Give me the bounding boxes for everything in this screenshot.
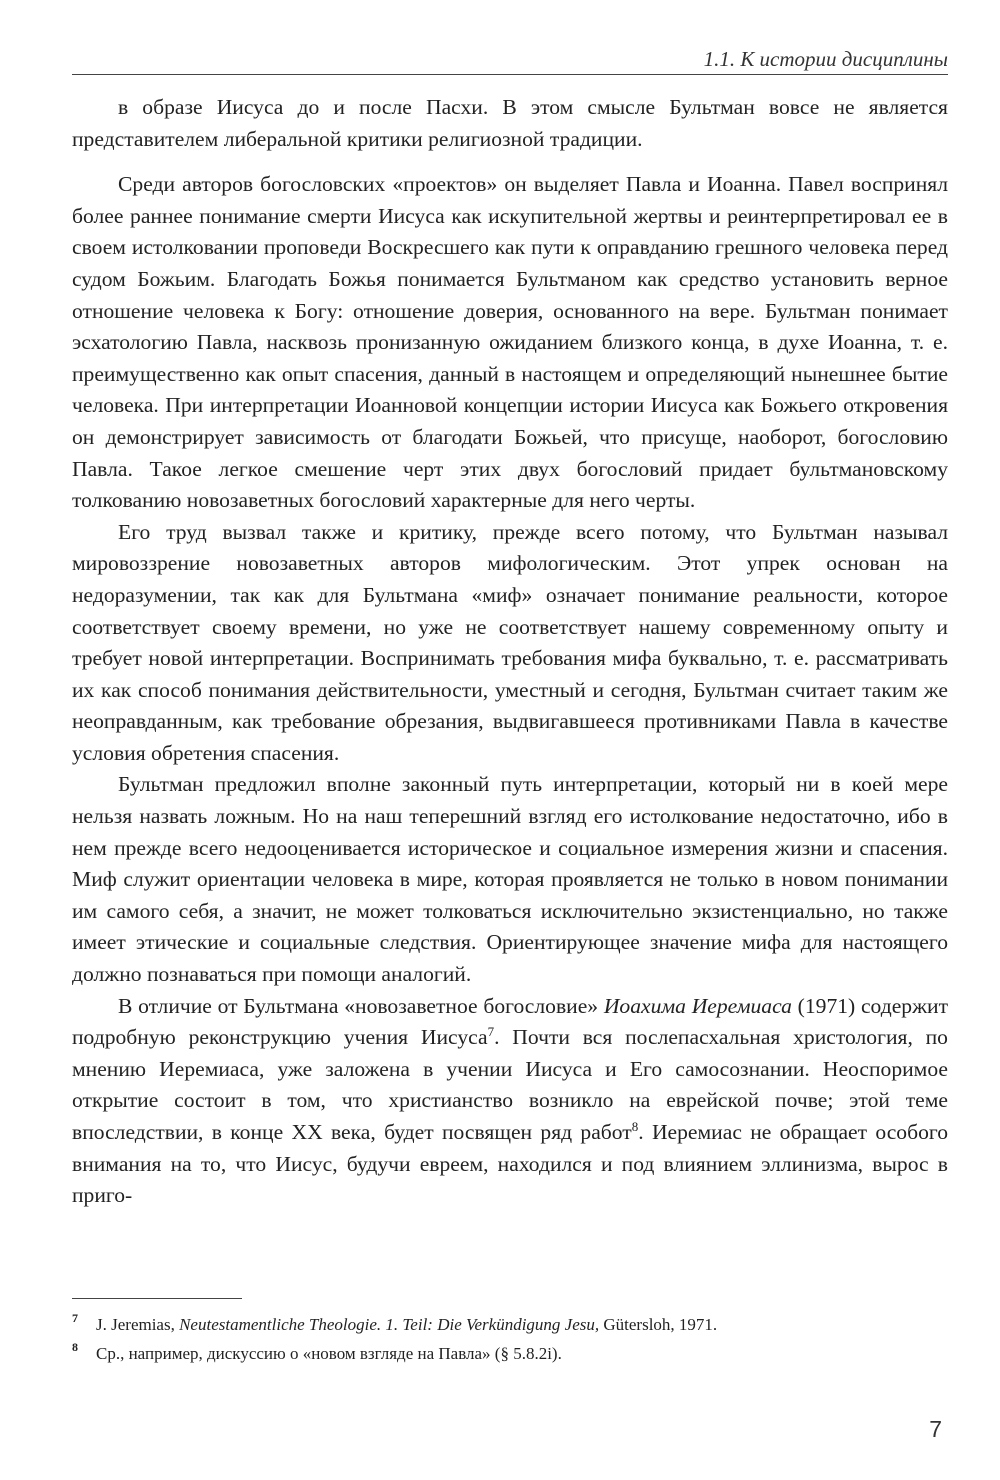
footnote-ref-8[interactable]: 8 [631, 1118, 639, 1134]
footnote-divider [72, 1298, 242, 1299]
paragraph-5 [72, 991, 948, 1212]
running-title: 1.1. К истории дисциплины [703, 47, 948, 71]
main-text [72, 92, 948, 1212]
footnote-text [96, 1310, 948, 1339]
paragraph-4: Бультман предложил вполне законный путь интерпретации, который ни в коей мере нельзя назвать ложным. Но на наш теперешний взгляд его истолкование недостаточно, ибо в нем прежде всего недооценивается историческое и социальное измерения жизни и спасения. Миф служит ориентации человека в мире, которая проявляется не только в новом понимании им самого себя, а значит, не может толковаться исключительно экзистенциально, но также имеет этические и социальные следствия. Ориентирующее значение мифа для настоящего должно познаваться при помощи аналогий. [72, 772, 948, 987]
author-name-jeremias: Иоахима Иеремиаса [603, 993, 792, 1018]
running-header [72, 44, 948, 75]
footnote-number: 8 [72, 1340, 78, 1354]
footnote-ref-7[interactable]: 7 [487, 1024, 495, 1040]
paragraph-2: Среди авторов богословских «проектов» он выделяет Павла и Иоанна. Павел воспринял более раннее понимание смерти Иисуса как искупительной жертвы и реинтерпретировал ее в своем истолковании проповеди Воскресшего как пути к оправданию грешного человека перед судом Божьим. Благодать Божья понимается Бультманом как средство установить верное отношение человека к Богу: отношение доверия, основанного на вере. Бультман понимает эсхатологию Павла, насквозь пронизанную ожиданием близкого конца, в духе Иоанна, т. е. преимущественно как опыт спасения, данный в настоящем и определяющий нынешнее бытие человека. При интерпретации Иоанновой концепции истории Иисуса как Божьего откровения он демонстрирует зависимость от благодати Божьей, что присуще, наоборот, богословию Павла. Такое легкое смешение черт этих двух богословий придает бультмановскому толкованию новозаветных богословий характерные для него черты. [72, 172, 948, 513]
paragraph-5-part-1: В отличие от Бультмана «новозаветное богословие» [118, 993, 604, 1018]
paragraph-5-part-4: . Иеремиас не обращает особого внимания на то, что Иисус, будучи евреем, находился и под влиянием эллинизма, вырос в приго- [72, 1120, 948, 1208]
paragraph-5-part-3: . Почти вся послепасхальная христология, по мнению Иеремиаса, уже заложена в учении Иисуса и Его самосознании. Неоспоримое открытие состоит в том, что христианство возникло на еврейской почве; этой теме впоследствии, в конце XX века, будет посвящен ряд работ [72, 1025, 948, 1144]
footnote-number: 7 [72, 1311, 78, 1325]
footnotes [72, 1310, 948, 1368]
footnote-text: Ср., например, дискуссию о «новом взгляде на Павла» (§ 5.8.2i). [96, 1344, 562, 1363]
paragraph-5-part-2: (1971) содержит подробную реконструкцию учения Иисуса [72, 993, 949, 1050]
page-number: 7 [929, 1416, 942, 1442]
footnote-7-tail: Gütersloh, 1971. [599, 1315, 718, 1334]
paragraph-3: Его труд вызвал также и критику, прежде всего потому, что Бультман называл мировоззрение новозаветных авторов мифологическим. Этот упрек основан на недоразумении, так как для Бультмана «миф» означает понимание реальности, которое соответствует своему времени, но уже не соответствует нашему современному опыту и требует новой интерпретации. Воспринимать требования мифа буквально, т. е. рассматривать их как способ понимания действительности, уместный и сегодня, Бультман считает таким же неоправданным, как требование обрезания, выдвигавшееся противниками Павла в качестве условия обретения спасения. [72, 519, 948, 765]
footnote-7-lead: J. Jeremias, [96, 1315, 180, 1334]
paragraph-1: в образе Иисуса до и после Пасхи. В этом смысле Бультман вовсе не является представителем либеральной критики религиозной традиции. [72, 95, 948, 151]
footnote-7 [72, 1310, 948, 1339]
footnote-7-title: Neutestamentliche Theologie. 1. Teil: Die Verkündigung Jesu, [179, 1315, 600, 1334]
footnote-8 [72, 1339, 948, 1368]
